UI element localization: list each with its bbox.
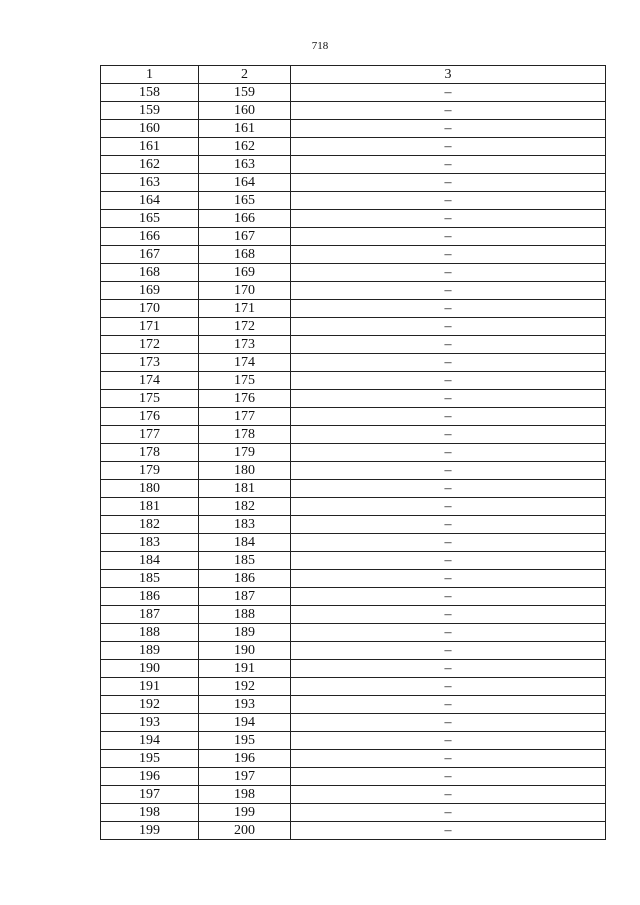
table-row	[101, 498, 606, 516]
table-cell-col-1: 186	[101, 588, 199, 606]
table-cell-col-2: 173	[199, 336, 291, 354]
table-cell-col-1: 195	[101, 750, 199, 768]
table-cell-col-2: 193	[199, 696, 291, 714]
table-row	[101, 822, 606, 840]
table-cell-col-3: –	[291, 588, 606, 606]
table-cell-col-3: –	[291, 156, 606, 174]
table-row	[101, 246, 606, 264]
table-cell-col-3: –	[291, 210, 606, 228]
table-cell-col-3: –	[291, 498, 606, 516]
table-row	[101, 534, 606, 552]
table-cell-col-2: 182	[199, 498, 291, 516]
table-row	[101, 354, 606, 372]
table-cell-col-3: –	[291, 246, 606, 264]
table-cell-col-1: 188	[101, 624, 199, 642]
table-cell-col-2: 171	[199, 300, 291, 318]
table-cell-col-2: 166	[199, 210, 291, 228]
table-cell-col-2: 174	[199, 354, 291, 372]
table-cell-col-1: 176	[101, 408, 199, 426]
table-cell-col-1: 192	[101, 696, 199, 714]
table-cell-col-3: –	[291, 624, 606, 642]
table-cell-col-1: 160	[101, 120, 199, 138]
table-row	[101, 804, 606, 822]
table-header	[101, 66, 606, 84]
table-cell-col-2: 161	[199, 120, 291, 138]
table-cell-col-2: 199	[199, 804, 291, 822]
table-cell-col-3: –	[291, 714, 606, 732]
table-row	[101, 336, 606, 354]
table-row	[101, 768, 606, 786]
table-cell-col-3: –	[291, 516, 606, 534]
table-cell-col-3: –	[291, 642, 606, 660]
table-row	[101, 372, 606, 390]
table-cell-col-1: 163	[101, 174, 199, 192]
table-cell-col-3: –	[291, 426, 606, 444]
table-row	[101, 462, 606, 480]
table-cell-col-3: –	[291, 336, 606, 354]
table-row	[101, 192, 606, 210]
table-cell-col-2: 178	[199, 426, 291, 444]
table-cell-col-1: 181	[101, 498, 199, 516]
table-row	[101, 228, 606, 246]
table-cell-col-2: 187	[199, 588, 291, 606]
table-cell-col-1: 168	[101, 264, 199, 282]
table-row	[101, 678, 606, 696]
table-cell-col-1: 171	[101, 318, 199, 336]
table-cell-col-2: 184	[199, 534, 291, 552]
table-cell-col-2: 165	[199, 192, 291, 210]
data-table	[100, 65, 606, 840]
table-cell-col-1: 190	[101, 660, 199, 678]
table-cell-col-2: 192	[199, 678, 291, 696]
table-cell-col-1: 164	[101, 192, 199, 210]
table-cell-col-3: –	[291, 408, 606, 426]
table-cell-col-1: 177	[101, 426, 199, 444]
table-row	[101, 696, 606, 714]
table-cell-col-1: 184	[101, 552, 199, 570]
table-cell-col-3: –	[291, 462, 606, 480]
table-cell-col-2: 200	[199, 822, 291, 840]
table-row	[101, 120, 606, 138]
table-row	[101, 444, 606, 462]
table-cell-col-3: –	[291, 390, 606, 408]
table-row	[101, 138, 606, 156]
table-row	[101, 642, 606, 660]
table-cell-col-2: 180	[199, 462, 291, 480]
table-cell-col-2: 189	[199, 624, 291, 642]
table-cell-col-2: 198	[199, 786, 291, 804]
table-cell-col-1: 180	[101, 480, 199, 498]
table-row	[101, 732, 606, 750]
table-row	[101, 516, 606, 534]
table-cell-col-1: 178	[101, 444, 199, 462]
table-row	[101, 624, 606, 642]
table-cell-col-1: 170	[101, 300, 199, 318]
table-row	[101, 318, 606, 336]
table-cell-col-3: –	[291, 804, 606, 822]
page-number: 718	[311, 40, 329, 52]
table-cell-col-1: 167	[101, 246, 199, 264]
column-header-1: 1	[101, 66, 199, 84]
table-cell-col-3: –	[291, 318, 606, 336]
table-cell-col-2: 181	[199, 480, 291, 498]
table-cell-col-3: –	[291, 552, 606, 570]
table-cell-col-2: 168	[199, 246, 291, 264]
table-cell-col-2: 190	[199, 642, 291, 660]
table-row	[101, 426, 606, 444]
table-cell-col-2: 170	[199, 282, 291, 300]
table-cell-col-3: –	[291, 120, 606, 138]
table-cell-col-3: –	[291, 570, 606, 588]
table-cell-col-2: 176	[199, 390, 291, 408]
table-cell-col-2: 164	[199, 174, 291, 192]
table-cell-col-3: –	[291, 354, 606, 372]
table-row	[101, 300, 606, 318]
table-cell-col-3: –	[291, 84, 606, 102]
table-row	[101, 552, 606, 570]
table-cell-col-3: –	[291, 138, 606, 156]
table-cell-col-2: 195	[199, 732, 291, 750]
table-cell-col-2: 169	[199, 264, 291, 282]
table-row	[101, 606, 606, 624]
table-cell-col-1: 162	[101, 156, 199, 174]
table-cell-col-3: –	[291, 660, 606, 678]
table-cell-col-3: –	[291, 678, 606, 696]
table-cell-col-2: 177	[199, 408, 291, 426]
table-cell-col-3: –	[291, 444, 606, 462]
table-cell-col-1: 182	[101, 516, 199, 534]
table-row	[101, 390, 606, 408]
table-cell-col-2: 175	[199, 372, 291, 390]
table-cell-col-1: 161	[101, 138, 199, 156]
table-cell-col-3: –	[291, 768, 606, 786]
table-row	[101, 750, 606, 768]
table-cell-col-1: 193	[101, 714, 199, 732]
table-row	[101, 174, 606, 192]
table-cell-col-3: –	[291, 696, 606, 714]
table-cell-col-2: 186	[199, 570, 291, 588]
table-cell-col-3: –	[291, 534, 606, 552]
table-row	[101, 84, 606, 102]
table-cell-col-1: 199	[101, 822, 199, 840]
table-cell-col-1: 196	[101, 768, 199, 786]
table-cell-col-1: 183	[101, 534, 199, 552]
table-cell-col-2: 188	[199, 606, 291, 624]
table-cell-col-3: –	[291, 264, 606, 282]
table-cell-col-2: 191	[199, 660, 291, 678]
table-cell-col-3: –	[291, 822, 606, 840]
table-cell-col-1: 159	[101, 102, 199, 120]
table-row	[101, 282, 606, 300]
table-row	[101, 660, 606, 678]
table-cell-col-3: –	[291, 282, 606, 300]
table-cell-col-3: –	[291, 174, 606, 192]
table-row	[101, 786, 606, 804]
table-cell-col-2: 197	[199, 768, 291, 786]
table-cell-col-2: 196	[199, 750, 291, 768]
table-cell-col-1: 189	[101, 642, 199, 660]
table-cell-col-2: 194	[199, 714, 291, 732]
table-cell-col-2: 159	[199, 84, 291, 102]
table-cell-col-3: –	[291, 732, 606, 750]
table-cell-col-3: –	[291, 228, 606, 246]
table-cell-col-1: 198	[101, 804, 199, 822]
table-cell-col-1: 197	[101, 786, 199, 804]
table-cell-col-3: –	[291, 750, 606, 768]
table-row	[101, 264, 606, 282]
table-row	[101, 210, 606, 228]
table-cell-col-1: 173	[101, 354, 199, 372]
table-cell-col-1: 165	[101, 210, 199, 228]
table-cell-col-3: –	[291, 606, 606, 624]
table-row	[101, 156, 606, 174]
table-row	[101, 588, 606, 606]
table-row	[101, 480, 606, 498]
table-cell-col-1: 172	[101, 336, 199, 354]
table-cell-col-3: –	[291, 480, 606, 498]
table-row	[101, 408, 606, 426]
table-cell-col-2: 163	[199, 156, 291, 174]
table-cell-col-2: 179	[199, 444, 291, 462]
table-cell-col-1: 158	[101, 84, 199, 102]
table-cell-col-1: 175	[101, 390, 199, 408]
table-row	[101, 570, 606, 588]
table-cell-col-2: 167	[199, 228, 291, 246]
table-cell-col-2: 162	[199, 138, 291, 156]
table-cell-col-1: 185	[101, 570, 199, 588]
table-cell-col-1: 166	[101, 228, 199, 246]
table-cell-col-3: –	[291, 372, 606, 390]
table-cell-col-1: 187	[101, 606, 199, 624]
table-row	[101, 714, 606, 732]
table-cell-col-3: –	[291, 786, 606, 804]
table-cell-col-1: 169	[101, 282, 199, 300]
table-cell-col-2: 185	[199, 552, 291, 570]
table-cell-col-3: –	[291, 300, 606, 318]
table-cell-col-2: 172	[199, 318, 291, 336]
column-header-3: 3	[291, 66, 606, 84]
table-row	[101, 102, 606, 120]
table-cell-col-2: 160	[199, 102, 291, 120]
header-row	[101, 66, 606, 84]
table-body	[101, 84, 606, 840]
table-cell-col-1: 191	[101, 678, 199, 696]
table-cell-col-3: –	[291, 192, 606, 210]
column-header-2: 2	[199, 66, 291, 84]
table-cell-col-2: 183	[199, 516, 291, 534]
table-cell-col-1: 179	[101, 462, 199, 480]
table-cell-col-1: 174	[101, 372, 199, 390]
table-cell-col-3: –	[291, 102, 606, 120]
table-cell-col-1: 194	[101, 732, 199, 750]
